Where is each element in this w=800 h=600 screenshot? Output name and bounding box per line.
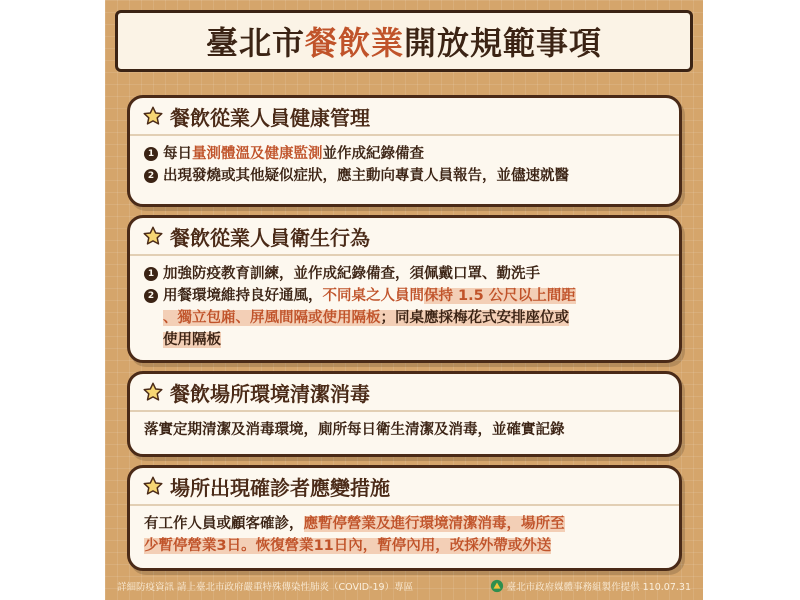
item-highlight: 不同桌之人員間 [322,288,424,304]
section-text: 落實定期清潔及消毒環境，廁所每日衛生清潔及消毒，並確實記錄 [144,422,565,438]
star-icon [142,381,164,403]
title-prefix: 臺北市 [205,24,305,62]
number-badge: 1 [144,267,158,281]
item-text: 出現發燒或其他疑似症狀，應主動向專責人員報告，並儘速就醫 [163,168,569,184]
section-cleaning-disinfection [127,371,682,457]
section-hygiene-behavior [127,215,682,363]
section-title: 場所出現確診者應變措施 [170,475,390,500]
section-header [130,468,679,506]
list-item [144,165,665,187]
star-icon [142,105,164,127]
poster [105,0,703,600]
title-suffix: 開放規範事項 [404,24,603,62]
page-title [115,10,693,72]
section-title: 餐飲從業人員健康管理 [170,105,370,130]
item-text: ；同桌應採梅花式安排座位或 [380,310,569,326]
item-highlight: 保持 1.5 公尺以上間距 [424,288,576,304]
item-text: 用餐環境維持良好通風， [163,288,323,304]
item-highlight: 、獨立包廂、屏風間隔或使用隔板 [163,310,381,326]
list-item-continued [144,307,665,329]
number-badge: 2 [144,169,158,183]
section-text [144,535,665,557]
section-text [144,513,665,535]
star-icon [142,475,164,497]
list-item-continued [144,329,665,351]
section-header [130,218,679,256]
item-text: 每日 [163,146,192,162]
section-title: 餐飲從業人員衛生行為 [170,225,370,250]
item-highlight: 量測體溫及健康監測 [192,146,323,162]
item-text: 並作成紀錄備查 [322,146,424,162]
list-item [144,285,665,307]
list-item [144,143,665,165]
list-item [144,263,665,285]
section-header [130,98,679,136]
item-highlight: 少暫停營業3日。恢復營業11日內，暫停內用，改採外帶或外送 [144,538,552,554]
footer-info: 詳細防疫資訊 請上臺北市政府嚴重特殊傳染性肺炎（COVID-19）專區 [117,582,414,593]
taipei-logo-icon [490,579,504,593]
section-confirmed-case-response [127,465,682,571]
item-text: 使用隔板 [163,332,221,348]
item-text: 有工作人員或顧客確診， [144,516,304,532]
section-header [130,374,679,412]
footer-credit: 臺北市政府媒體事務組製作提供 110.07.31 [506,582,691,593]
section-title: 餐飲場所環境清潔消毒 [170,381,370,406]
number-badge: 1 [144,147,158,161]
footer [117,579,691,593]
item-text: 加強防疫教育訓練，並作成紀錄備查，須佩戴口罩、勤洗手 [163,266,540,282]
item-highlight: 應暫停營業及進行環境清潔消毒，場所至 [303,516,565,532]
star-icon [142,225,164,247]
number-badge: 2 [144,289,158,303]
title-accent: 餐飲業 [304,24,404,62]
section-health-management [127,95,682,207]
